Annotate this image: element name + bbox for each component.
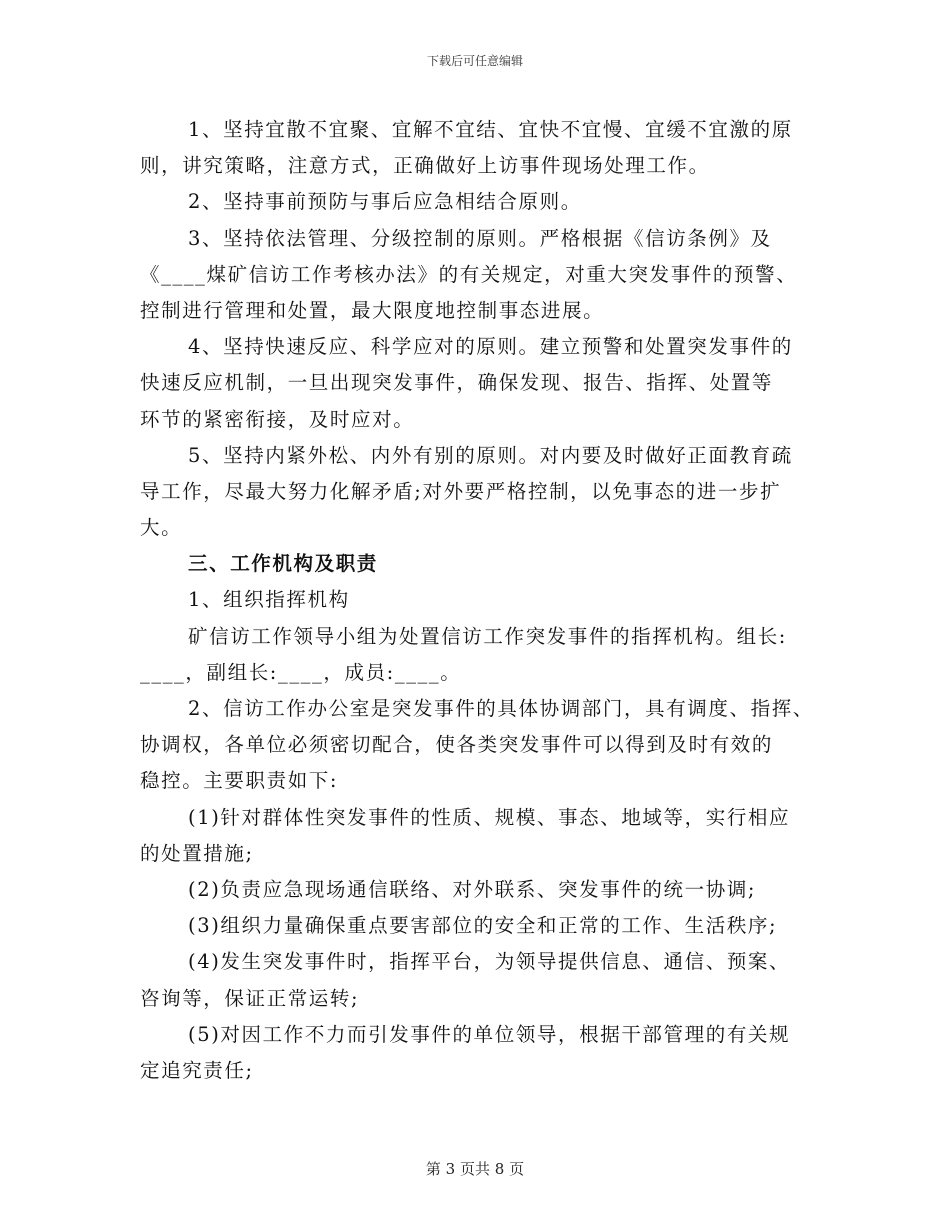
paragraph-line: (5)对因工作不力而引发事件的单位领导，根据干部管理的有关规	[188, 1022, 791, 1046]
paragraph-line: 1、坚持宜散不宜聚、宜解不宜结、宜快不宜慢、宜缓不宜激的原	[188, 118, 793, 141]
paragraph-line: (2)负责应急现场通信联络、对外联系、突发事件的统一协调;	[188, 877, 757, 901]
paragraph-line: 定追究责任;	[140, 1058, 254, 1082]
paragraph-line: 的处置措施;	[140, 841, 254, 865]
paragraph-line: 2、信访工作办公室是突发事件的具体协调部门，具有调度、指挥、	[188, 697, 814, 720]
paragraph-line: 咨询等，保证正常运转;	[140, 986, 360, 1010]
paragraph-line: 1、组织指挥机构	[188, 588, 350, 612]
paragraph-line: 稳控。主要职责如下:	[140, 769, 339, 793]
paragraph-line: 导工作，尽最大努力化解矛盾;对外要严格控制，以免事态的进一步扩	[140, 479, 782, 503]
paragraph-line: 快速反应机制，一旦出现突发事件，确保发现、报告、指挥、处置等	[140, 371, 774, 395]
paragraph-line: (4)发生突发事件时，指挥平台，为领导提供信息、通信、预案、	[188, 950, 791, 974]
section-heading: 三、工作机构及职责	[188, 552, 378, 576]
paragraph-line: ____，副组长:____，成员:____。	[140, 660, 462, 684]
page-header: 下载后可任意编辑	[426, 54, 523, 68]
paragraph-line: 4、坚持快速反应、科学应对的原则。建立预警和处置突发事件的	[188, 335, 793, 359]
paragraph-line: 《____煤矿信访工作考核办法》的有关规定，对重大突发事件的预警、	[140, 262, 798, 286]
paragraph-line: 3、坚持依法管理、分级控制的原则。严格根据《信访条例》及	[188, 226, 772, 250]
paragraph-line: 矿信访工作领导小组为处置信访工作突发事件的指挥机构。组长:	[188, 624, 787, 648]
paragraph-line: 2、坚持事前预防与事后应急相结合原则。	[188, 190, 582, 214]
paragraph-line: 环节的紧密衔接，及时应对。	[140, 407, 415, 431]
paragraph-line: (1)针对群体性突发事件的性质、规模、事态、地域等，实行相应	[188, 805, 791, 829]
paragraph-line: 大。	[140, 516, 183, 540]
document-body	[140, 112, 820, 1089]
paragraph-line: 则，讲究策略，注意方式，正确做好上访事件现场处理工作。	[140, 154, 710, 178]
paragraph-line: (3)组织力量确保重点要害部位的安全和正常的工作、生活秩序;	[188, 914, 778, 938]
page-footer: 第 3 页共 8 页	[425, 1160, 525, 1178]
paragraph-line: 控制进行管理和处置，最大限度地控制事态进展。	[140, 298, 605, 322]
paragraph-line: 协调权，各单位必须密切配合，使各类突发事件可以得到及时有效的	[140, 733, 774, 757]
paragraph-line: 5、坚持内紧外松、内外有别的原则。对内要及时做好正面教育疏	[188, 443, 793, 467]
